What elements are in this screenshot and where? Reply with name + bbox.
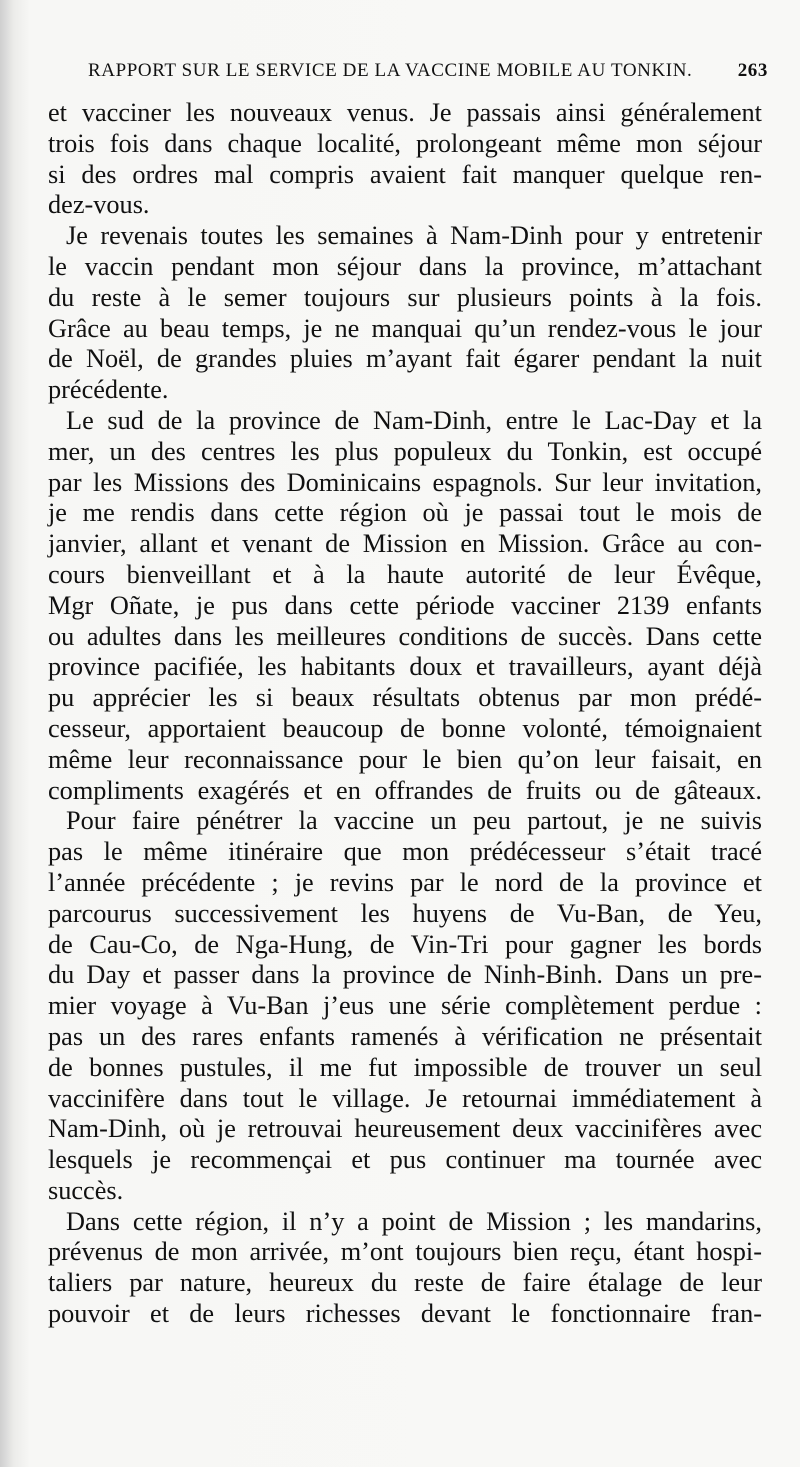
text-line: pas un des rares enfants ramenés à vérification ne présentait	[48, 1021, 762, 1051]
text-line: et vacciner les nouveaux venus. Je passais ainsi généralement	[48, 98, 762, 127]
text-line: compliments exagérés et en offrandes de fruits ou de gâteaux.	[48, 775, 762, 805]
text-line: dez-vous.	[48, 190, 150, 220]
text-line: pu apprécier les si beaux résultats obtenus par mon prédé-	[48, 683, 762, 713]
text-line: janvier, allant et venant de Mission en Mission. Grâce au con-	[48, 529, 762, 559]
page-number: 263	[737, 60, 768, 81]
text-line: Mgr Oñate, je pus dans cette période vacciner 2139 enfants	[48, 590, 762, 620]
text-line: cesseur, apportaient beaucoup de bonne volonté, témoignaient	[48, 713, 762, 743]
running-title: RAPPORT SUR LE SERVICE DE LA VACCINE MOBILE AU TONKIN.	[88, 60, 693, 81]
text-line: taliers par nature, heureux du reste de faire étalage de leur	[48, 1268, 762, 1298]
text-line: de Noël, de grandes pluies m’ayant fait égarer pendant la nuit	[48, 344, 762, 374]
text-line: Grâce au beau temps, je ne manquai qu’un rendez-vous le jour	[48, 313, 762, 343]
text-line: trois fois dans chaque localité, prolongeant même mon séjour	[48, 128, 762, 158]
text-line: Nam-Dinh, où je retrouvai heureusement deux vaccinifères avec	[48, 1114, 762, 1144]
text-line: je me rendis dans cette région où je passai tout le mois de	[48, 498, 762, 528]
text-line: succès.	[48, 1175, 124, 1205]
text-line: même leur reconnaissance pour le bien qu’on leur faisait, en	[48, 744, 762, 774]
text-line: mier voyage à Vu-Ban j’eus une série complètement perdue :	[48, 991, 762, 1021]
running-header	[88, 60, 768, 82]
text-line: parcourus successivement les huyens de Vu-Ban, de Yeu,	[48, 898, 762, 928]
text-line: le vaccin pendant mon séjour dans la province, m’attachant	[48, 251, 762, 281]
text-line: du reste à le semer toujours sur plusieurs points à la fois.	[48, 282, 762, 312]
text-line: de bonnes pustules, il me fut impossible de trouver un seul	[48, 1052, 762, 1082]
body-text	[48, 98, 762, 1330]
text-line: par les Missions des Dominicains espagnols. Sur leur invitation,	[48, 467, 762, 497]
text-line: pouvoir et de leurs richesses devant le fonctionnaire fran-	[48, 1299, 762, 1329]
text-line: mer, un des centres les plus populeux du Tonkin, est occupé	[48, 436, 762, 466]
text-line: Je revenais toutes les semaines à Nam-Dinh pour y entretenir	[66, 221, 762, 251]
text-line: si des ordres mal compris avaient fait manquer quelque ren-	[48, 159, 762, 189]
text-line: Pour faire pénétrer la vaccine un peu partout, je ne suivis	[66, 806, 762, 836]
text-line: du Day et passer dans la province de Ninh-Binh. Dans un pre-	[48, 960, 762, 990]
text-line: cours bienveillant et à la haute autorité de leur Évêque,	[48, 559, 762, 589]
text-line: pas le même itinéraire que mon prédécesseur s’était tracé	[48, 837, 762, 867]
text-line: lesquels je recommençai et pus continuer ma tournée avec	[48, 1145, 762, 1175]
text-line: précédente.	[48, 375, 169, 405]
text-line: vaccinifère dans tout le village. Je retournai immédiatement à	[48, 1083, 762, 1113]
text-line: Dans cette région, il n’y a point de Mission ; les mandarins,	[66, 1206, 762, 1236]
text-line: l’année précédente ; je revins par le nord de la province et	[48, 867, 762, 897]
text-line: ou adultes dans les meilleures conditions de succès. Dans cette	[48, 621, 762, 651]
text-line: prévenus de mon arrivée, m’ont toujours bien reçu, étant hospi-	[48, 1237, 762, 1267]
text-line: Le sud de la province de Nam-Dinh, entre le Lac-Day et la	[66, 405, 762, 435]
text-line: province pacifiée, les habitants doux et travailleurs, ayant déjà	[48, 652, 762, 682]
text-line: de Cau-Co, de Nga-Hung, de Vin-Tri pour gagner les bords	[48, 929, 762, 959]
